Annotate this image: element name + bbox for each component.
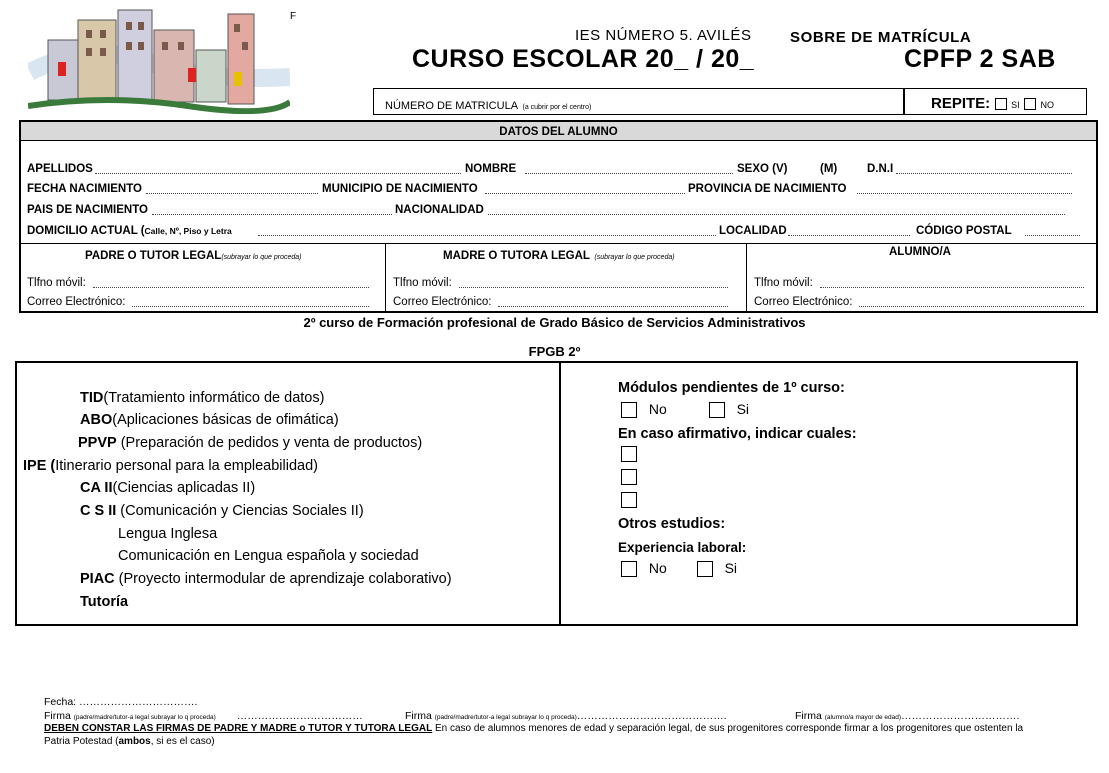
matricula-label-row bbox=[385, 96, 591, 114]
nombre-label: NOMBRE bbox=[465, 163, 517, 175]
firma-label: Firma bbox=[795, 710, 822, 722]
module-code: ABO bbox=[80, 412, 113, 428]
nombre-field[interactable] bbox=[525, 173, 733, 174]
firma-padre-line bbox=[44, 710, 363, 722]
module-desc: (Proyecto intermodular de aprendizaje colaborativo) bbox=[114, 571, 452, 587]
alumno-correo-field[interactable] bbox=[859, 306, 1084, 307]
alumno-tlfno-label: Tlfno móvil: bbox=[754, 277, 813, 289]
pendientes-no-checkbox[interactable] bbox=[621, 402, 637, 418]
dni-label: D.N.I bbox=[867, 163, 894, 175]
legal-text: En caso de alumnos menores de edad y separación legal, de sus progenitores corresponde firmar a los progenitores que ostenten la bbox=[432, 723, 1024, 734]
dni-field[interactable] bbox=[896, 173, 1072, 174]
otros-estudios-label: Otros estudios: bbox=[618, 516, 726, 532]
repite-row bbox=[931, 95, 1054, 113]
alumno-correo-label: Correo Electrónico: bbox=[754, 296, 853, 308]
afirmativo-label: En caso afirmativo, indicar cuales: bbox=[618, 426, 857, 442]
module-desc: (Ciencias aplicadas II) bbox=[112, 480, 256, 496]
firma-madre-note: (padre/madre/tutor-a legal subrayar lo q proceda) bbox=[434, 714, 577, 721]
codigo-postal-label: CÓDIGO POSTAL bbox=[916, 225, 1012, 237]
document-title: SOBRE DE MATRÍCULA bbox=[790, 29, 972, 46]
alumno-title: ALUMNO/A bbox=[889, 246, 951, 258]
logo-mark: F bbox=[290, 11, 297, 22]
repite-no-label: NO bbox=[1040, 100, 1055, 110]
matricula-note: (a cubrir por el centro) bbox=[522, 104, 592, 111]
padre-correo-field[interactable] bbox=[132, 306, 369, 307]
module-desc: Itinerario personal para la empleabilidad) bbox=[55, 458, 318, 474]
localidad-field[interactable] bbox=[788, 235, 910, 236]
fecha-nacimiento-label: FECHA NACIMIENTO bbox=[27, 183, 142, 195]
student-data-box bbox=[19, 120, 1098, 313]
repite-label: REPITE: bbox=[931, 95, 991, 112]
pendiente-module-checkbox-3[interactable] bbox=[621, 492, 637, 508]
pendientes-options bbox=[621, 401, 749, 418]
padre-correo-label: Correo Electrónico: bbox=[27, 296, 126, 308]
student-section-title: DATOS DEL ALUMNO bbox=[499, 126, 618, 138]
provincia-field[interactable] bbox=[857, 193, 1072, 194]
experiencia-no-label: No bbox=[648, 560, 667, 576]
fecha-nacimiento-field[interactable] bbox=[146, 193, 318, 194]
student-section-header bbox=[21, 122, 1096, 141]
school-logo bbox=[28, 2, 290, 114]
apellidos-field[interactable] bbox=[95, 173, 461, 174]
course-subtitle: FPGB 2º bbox=[528, 344, 581, 359]
firma-padre-note: (padre/madre/tutor-a legal subrayar lo q proceda) bbox=[73, 714, 216, 721]
pais-label: PAIS DE NACIMIENTO bbox=[27, 204, 148, 216]
experiencia-no-checkbox[interactable] bbox=[621, 561, 637, 577]
course-code: CPFP 2 SAB bbox=[904, 45, 1056, 73]
domicilio-note: Calle, Nº, Piso y Letra bbox=[144, 226, 232, 236]
legal-ambos: ambos bbox=[118, 736, 151, 747]
madre-title-row bbox=[443, 246, 675, 264]
experiencia-si-checkbox[interactable] bbox=[697, 561, 713, 577]
module-desc: Lengua Inglesa bbox=[118, 526, 218, 542]
module-lengua-inglesa bbox=[118, 526, 217, 542]
pais-field[interactable] bbox=[152, 214, 392, 215]
pendiente-module-checkbox-1[interactable] bbox=[621, 446, 637, 462]
sexo-m-label: (M) bbox=[820, 163, 838, 175]
provincia-label: PROVINCIA DE NACIMIENTO bbox=[688, 183, 847, 195]
pendientes-si-checkbox[interactable] bbox=[709, 402, 725, 418]
firma-label: Firma bbox=[405, 710, 432, 722]
localidad-label: LOCALIDAD bbox=[719, 225, 787, 237]
firma-label: Firma bbox=[44, 710, 71, 722]
pendiente-module-checkbox-2[interactable] bbox=[621, 469, 637, 485]
module-code: Tutoría bbox=[80, 594, 129, 610]
municipio-field[interactable] bbox=[485, 193, 685, 194]
padre-title: PADRE O TUTOR LEGAL bbox=[85, 250, 222, 262]
firma-alumno-note: (alumno/a mayor de edad) bbox=[824, 714, 902, 721]
repite-no-checkbox[interactable] bbox=[1024, 98, 1036, 110]
firma-alumno-line bbox=[795, 710, 1019, 722]
firma-padre-field[interactable]: ……………………………… bbox=[236, 710, 363, 722]
madre-correo-field[interactable] bbox=[498, 306, 728, 307]
module-code: C S II bbox=[80, 503, 117, 519]
module-code: CA II bbox=[80, 480, 113, 496]
pendientes-si-label: Si bbox=[736, 401, 750, 417]
domicilio-label: DOMICILIO ACTUAL ( bbox=[27, 225, 145, 237]
legal-text2a: Patria Potestad ( bbox=[44, 736, 119, 747]
codigo-postal-field[interactable] bbox=[1025, 235, 1080, 236]
firma-alumno-field[interactable]: ……………………………. bbox=[901, 710, 1020, 722]
module-piac bbox=[80, 571, 452, 587]
module-desc: (Comunicación y Ciencias Sociales II) bbox=[116, 503, 364, 519]
course-year: CURSO ESCOLAR 20_ / 20_ bbox=[412, 45, 755, 73]
module-code: IPE ( bbox=[23, 458, 56, 474]
module-code: PIAC bbox=[80, 571, 115, 587]
school-name: IES NÚMERO 5. AVILÉS bbox=[575, 27, 752, 44]
apellidos-label: APELLIDOS bbox=[27, 163, 93, 175]
padre-tlfno-field[interactable] bbox=[93, 287, 369, 288]
domicilio-row bbox=[27, 225, 232, 237]
padre-title-row bbox=[85, 246, 301, 264]
madre-tlfno-field[interactable] bbox=[459, 287, 728, 288]
padre-tlfno-label: Tlfno móvil: bbox=[27, 277, 86, 289]
module-desc: (Aplicaciones básicas de ofimática) bbox=[112, 412, 339, 428]
sexo-label: SEXO (V) bbox=[737, 163, 788, 175]
madre-tlfno-label: Tlfno móvil: bbox=[393, 277, 452, 289]
alumno-tlfno-field[interactable] bbox=[820, 287, 1084, 288]
module-desc: (Tratamiento informático de datos) bbox=[103, 390, 325, 406]
repite-si-checkbox[interactable] bbox=[995, 98, 1007, 110]
module-code: PPVP bbox=[78, 435, 117, 451]
madre-title: MADRE O TUTORA LEGAL bbox=[443, 250, 590, 262]
fecha-line: Fecha: ……………………………. bbox=[44, 696, 198, 708]
course-title: 2º curso de Formación profesional de Grado Básico de Servicios Administrativos bbox=[303, 315, 806, 330]
module-desc: (Preparación de pedidos y venta de productos) bbox=[116, 435, 423, 451]
padre-note: (subrayar lo que proceda) bbox=[221, 254, 302, 261]
module-lengua-espanola bbox=[118, 548, 419, 564]
firma-madre-field[interactable]: ……………………………………. bbox=[576, 710, 727, 722]
module-ppvp bbox=[78, 435, 422, 451]
firma-madre-line bbox=[405, 710, 727, 722]
buildings-sketch-icon bbox=[28, 2, 290, 114]
module-ca bbox=[80, 480, 255, 496]
nacionalidad-label: NACIONALIDAD bbox=[395, 204, 484, 216]
contact-divider-top bbox=[21, 243, 1096, 244]
madre-note: (subrayar lo que proceda) bbox=[594, 254, 675, 261]
module-code: TID bbox=[80, 390, 104, 406]
legal-notice bbox=[44, 722, 1104, 748]
municipio-label: MUNICIPIO DE NACIMIENTO bbox=[322, 183, 478, 195]
pendientes-label: Módulos pendientes de 1º curso: bbox=[618, 380, 845, 396]
module-tutoria bbox=[80, 594, 128, 610]
experiencia-options bbox=[621, 560, 737, 577]
modules-divider bbox=[559, 361, 561, 626]
contact-divider-1 bbox=[385, 243, 386, 311]
module-tid bbox=[80, 390, 324, 406]
pendientes-no-label: No bbox=[648, 401, 667, 417]
module-ipe bbox=[23, 458, 318, 474]
legal-bold: DEBEN CONSTAR LAS FIRMAS DE PADRE Y MADRE o TUTOR Y TUTORA LEGAL bbox=[44, 723, 433, 734]
repite-si-label: SI bbox=[1011, 100, 1020, 110]
module-abo bbox=[80, 412, 339, 428]
contact-divider-2 bbox=[746, 243, 747, 311]
module-cs bbox=[80, 503, 364, 519]
matricula-label: NÚMERO DE MATRICULA bbox=[385, 100, 519, 112]
experiencia-si-label: Si bbox=[724, 560, 738, 576]
nacionalidad-field[interactable] bbox=[488, 214, 1065, 215]
madre-correo-label: Correo Electrónico: bbox=[393, 296, 492, 308]
domicilio-field[interactable] bbox=[258, 235, 716, 236]
module-desc: Comunicación en Lengua española y sociedad bbox=[118, 548, 419, 564]
legal-text2b: , si es el caso) bbox=[150, 736, 215, 747]
experiencia-label: Experiencia laboral: bbox=[618, 540, 747, 555]
